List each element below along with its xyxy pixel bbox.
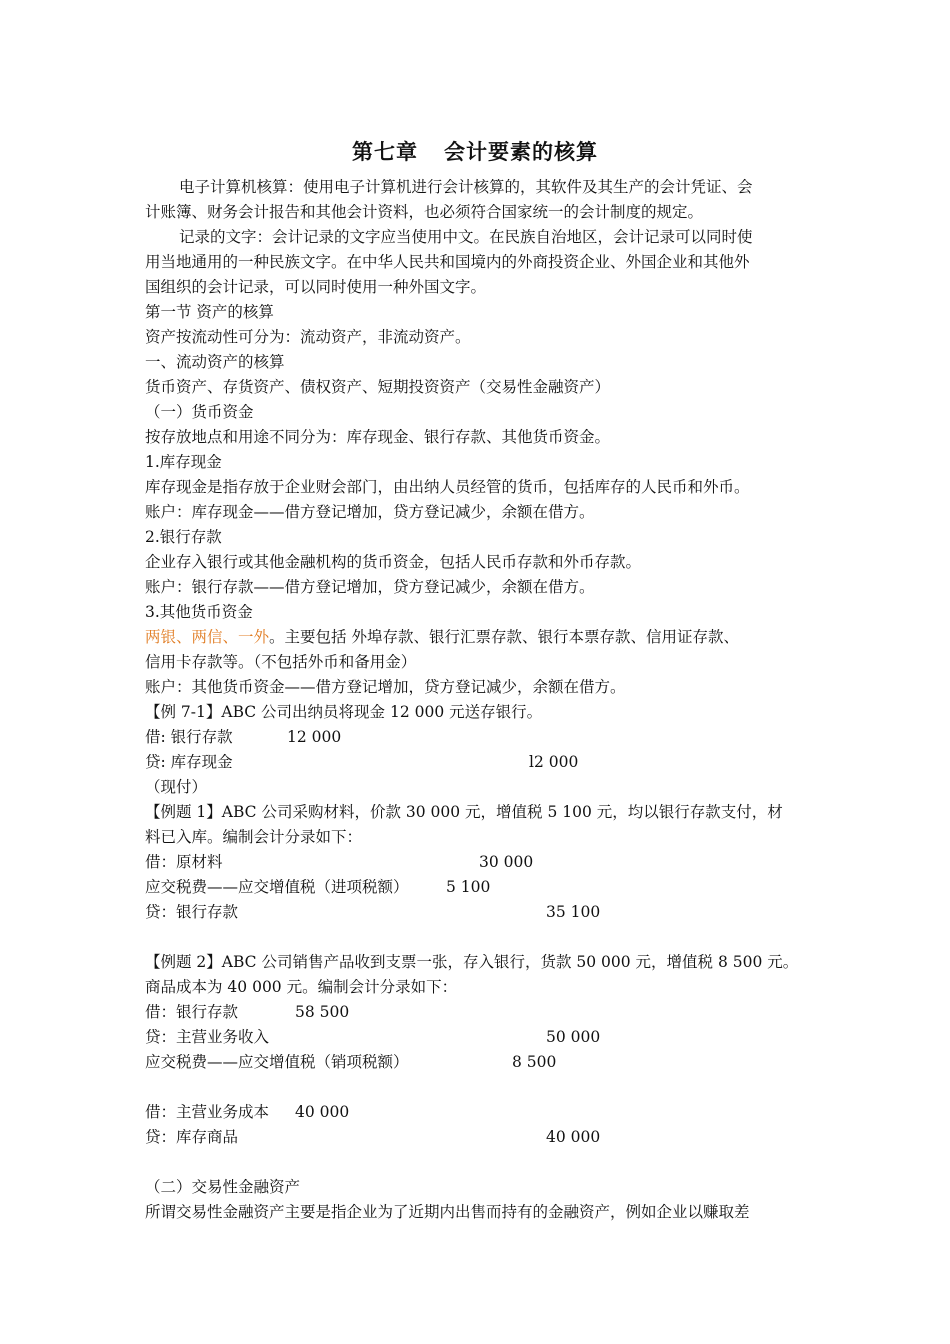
example-heading: 【例 7-1】ABC 公司出纳员将现金 12 000 元送存银行。 [145,703,543,721]
example-heading: 【例题 2】ABC 公司销售产品收到支票一张，存入银行，货款 50 000 元，增值税 8 500 元。 [145,953,799,971]
text-line [145,627,739,647]
journal-amount: 8 500 [512,1053,557,1071]
text-line: 账户：其他货币资金——借方登记增加，贷方登记减少，余额在借方。 [145,678,626,696]
text-line: 按存放地点和用途不同分为：库存现金、银行存款、其他货币资金。 [145,428,611,446]
text-line: 账户：银行存款——借方登记增加，贷方登记减少，余额在借方。 [145,578,595,596]
text-line: 所谓交易性金融资产主要是指企业为了近期内出售而持有的金融资产，例如企业以赚取差 [145,1203,750,1221]
journal-amount: 50 000 [546,1028,601,1046]
journal-debit: 借：原材料 [145,853,223,871]
text-line: 商品成本为 40 000 元。编制会计分录如下： [145,978,458,996]
subsection-heading: （一）货币资金 [145,403,254,421]
journal-amount: 40 000 [295,1103,350,1121]
paragraph-line: 计账簿、财务会计报告和其他会计资料，也必须符合国家统一的会计制度的规定。 [145,203,704,221]
journal-debit: 借：主营业务成本 [145,1103,270,1121]
section-heading: 第一节 资产的核算 [145,303,274,321]
journal-credit: 应交税费——应交增值税（销项税额） [145,1053,409,1071]
chapter-number: 第七章 [352,139,418,164]
journal-amount: 40 000 [546,1128,601,1146]
item-heading: 1.库存现金 [145,453,222,471]
item-heading: 2.银行存款 [145,528,222,546]
example-heading: 【例题 1】ABC 公司采购材料，价款 30 000 元，增值税 5 100 元，均以银行存款支付，材 [145,803,783,821]
text-line: 账户：库存现金——借方登记增加，贷方登记减少，余额在借方。 [145,503,595,521]
text-line: 信用卡存款等。（不包括外币和备用金） [145,653,417,671]
journal-credit: 贷: 库存现金 [145,753,233,771]
chapter-name: 会计要素的核算 [444,139,598,164]
text-line: 库存现金是指存放于企业财会部门，由出纳人员经管的货币，包括库存的人民币和外币。 [145,478,750,496]
text-line: 资产按流动性可分为：流动资产，非流动资产。 [145,328,471,346]
paragraph-line: 记录的文字：会计记录的文字应当使用中文。在民族自治地区，会计记录可以同时使 [179,228,753,246]
journal-debit: 借：银行存款 [145,1003,239,1021]
paragraph-line: 电子计算机核算：使用电子计算机进行会计核算的，其软件及其生产的会计凭证、会 [179,178,753,196]
journal-amount: 30 000 [479,853,534,871]
journal-credit: 贷：库存商品 [145,1128,239,1146]
text-line: 企业存入银行或其他金融机构的货币资金，包括人民币存款和外币存款。 [145,553,642,571]
highlighted-text: 两银、两信、一外 [145,628,270,646]
journal-debit: 借: 银行存款 [145,728,233,746]
journal-note: （现付） [145,778,208,796]
journal-amount: 12 000 [287,728,342,746]
journal-amount: l2 000 [529,753,579,771]
subsection-heading: （二）交易性金融资产 [145,1178,301,1196]
journal-amount: 58 500 [295,1003,350,1021]
journal-credit: 贷：银行存款 [145,903,239,921]
text-line: 货币资产、存货资产、债权资产、短期投资资产（交易性金融资产） [145,378,611,396]
paragraph-line: 用当地通用的一种民族文字。在中华人民共和国境内的外商投资企业、外国企业和其他外 [145,253,750,271]
journal-debit: 应交税费——应交增值税（进项税额） [145,878,409,896]
journal-amount: 35 100 [546,903,601,921]
text-line: 料已入库。编制会计分录如下： [145,828,363,846]
chapter-title [0,136,950,166]
text-span: 。主要包括 外埠存款、银行汇票存款、银行本票存款、信用证存款、 [269,628,739,646]
journal-credit: 贷：主营业务收入 [145,1028,270,1046]
paragraph-line: 国组织的会计记录，可以同时使用一种外国文字。 [145,278,487,296]
journal-amount: 5 100 [446,878,491,896]
item-heading: 3.其他货币资金 [145,603,253,621]
subsection-heading: 一、流动资产的核算 [145,353,285,371]
